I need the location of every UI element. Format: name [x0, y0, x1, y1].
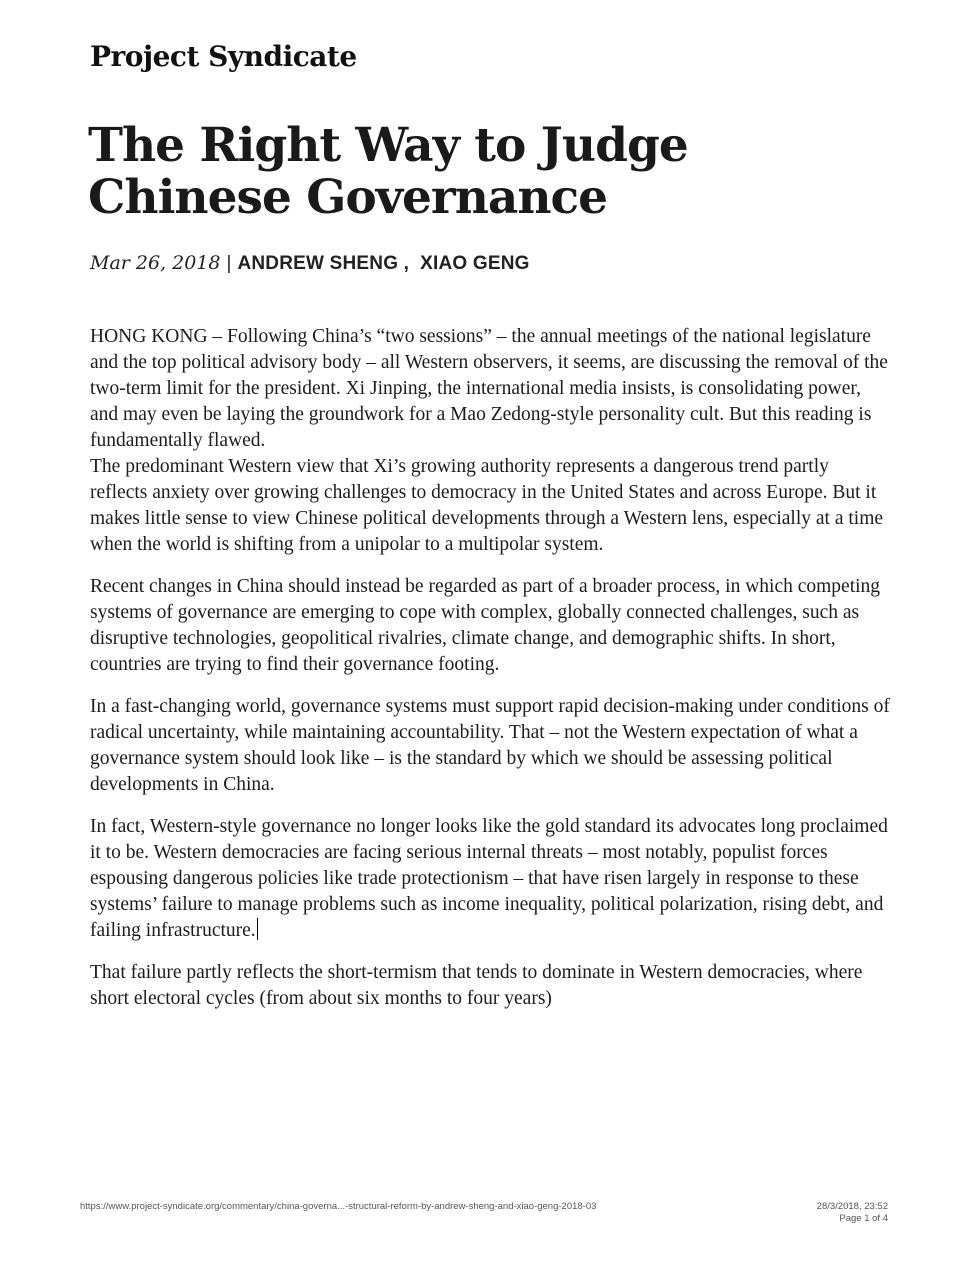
paragraph: That failure partly reflects the short-termism that tends to dominate in Western democracies, where short electoral cycles (from about six months to four years) — [90, 962, 863, 1009]
paragraph-text: In fact, Western-style governance no longer looks like the gold standard its advocates long proclaimed it to be. Western democracies are facing serious internal threats – most notably, populist forces espousing dangerous policies like trade protectionism – that have risen largely in response to these systems’ failure to manage problems such as income inequality, political polarization, rising debt, and failing infrastructure. — [90, 816, 888, 941]
publish-date: Mar 26, 2018 — [90, 252, 221, 274]
paragraph: In a fast-changing world, governance systems must support rapid decision-making under conditions of radical uncertainty, while maintaining accountability. That – not the Western expectation of what a governance system should look like – is the standard by which we should be assessing political developments in China. — [90, 696, 890, 795]
byline-separator: | — [226, 253, 232, 274]
text-cursor — [257, 918, 258, 940]
author-link[interactable]: ANDREW SHENG — [237, 253, 399, 274]
paragraph: The predominant Western view that Xi’s growing authority represents a dangerous trend partly reflects anxiety over growing challenges to democracy in the United States and across Europe. But it makes little sense to view Chinese political developments through a Western lens, especially at a time when the world is shifting from a unipolar to a multipolar system. — [90, 456, 884, 555]
print-timestamp: 28/3/2018, 23:52 — [816, 1201, 888, 1212]
page-number: Page 1 of 4 — [839, 1213, 888, 1224]
author-joiner: , — [398, 253, 421, 274]
article-title: The Right Way to Judge Chinese Governance — [88, 118, 688, 225]
footer-meta — [817, 1201, 888, 1225]
author-link[interactable]: XIAO GENG — [420, 253, 530, 274]
paragraph: Recent changes in China should instead be regarded as part of a broader process, in which competing systems of governance are emerging to cope with complex, globally connected challenges, such as disruptive technologies, geopolitical rivalries, climate change, and demographic shifts. In short, countries are trying to find their governance footing. — [90, 576, 881, 675]
article-body — [90, 324, 890, 1012]
paragraph — [90, 814, 890, 944]
footer-url[interactable]: https://www.project-syndicate.org/commentary/china-governa...-structural-reform-by-andrew-sheng-and-xiao-geng-2018-03 — [80, 1201, 597, 1212]
paragraph: HONG KONG – Following China’s “two sessions” – the annual meetings of the national legislature and the top political advisory body – all Western observers, it seems, are discussing the removal of the two-term limit for the president. Xi Jinping, the international media insists, is consolidating power, and may even be laying the groundwork for a Mao Zedong-style personality cult. But this reading is fundamentally flawed. — [90, 326, 888, 451]
brand-logo[interactable]: Project Syndicate — [90, 40, 357, 73]
byline — [90, 252, 530, 275]
